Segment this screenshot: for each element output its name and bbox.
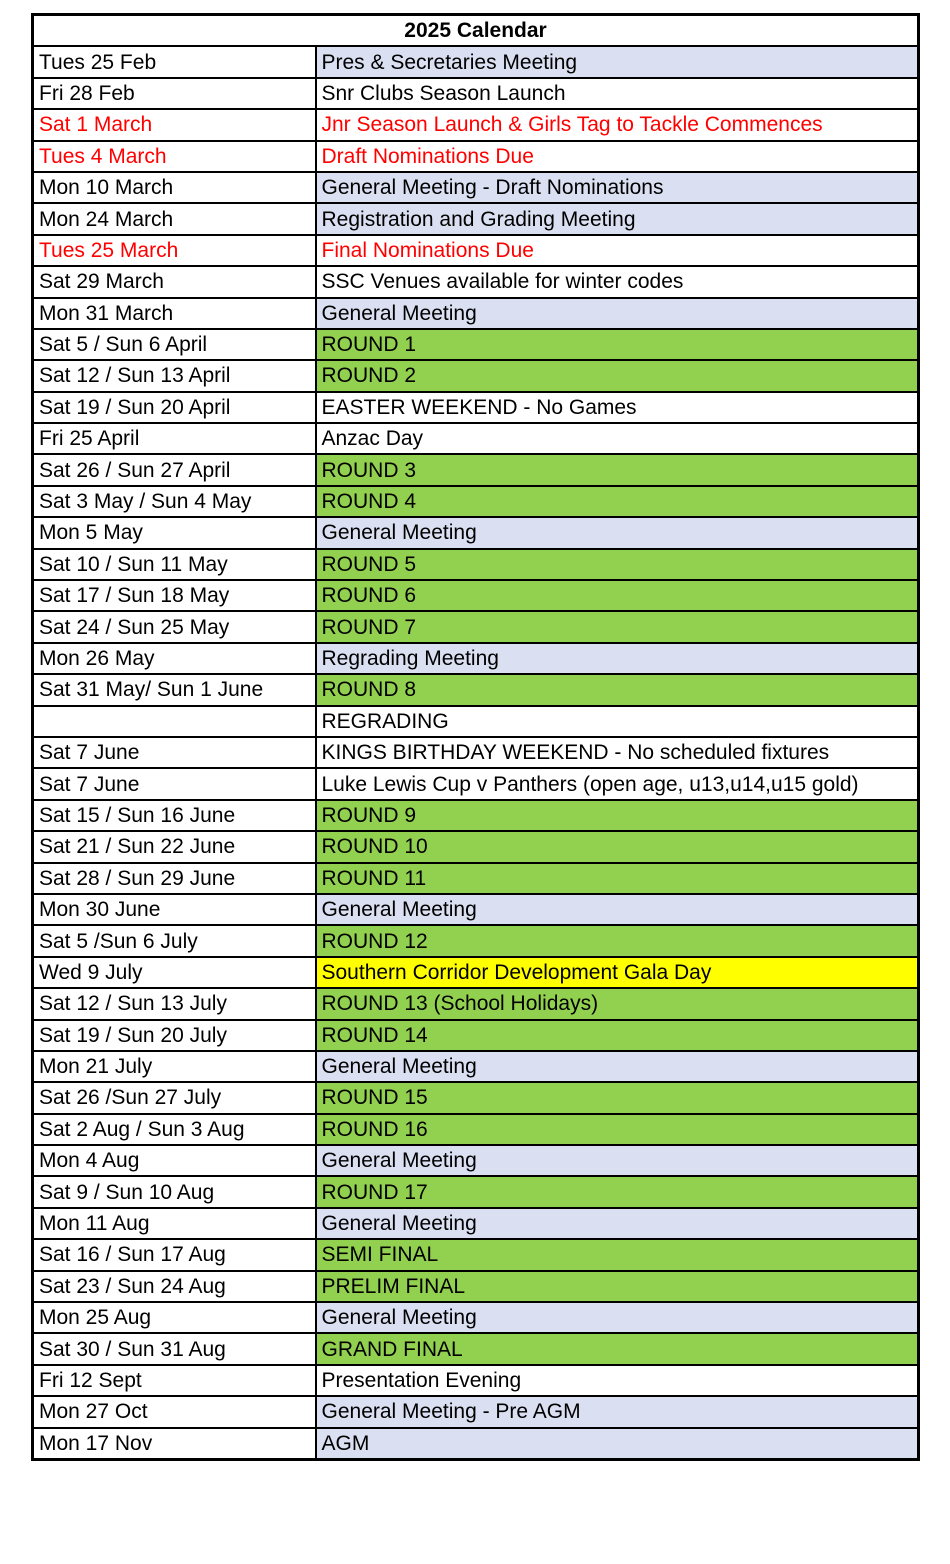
event-cell: Snr Clubs Season Launch xyxy=(316,78,919,109)
calendar-title: 2025 Calendar xyxy=(33,15,919,47)
date-cell xyxy=(33,706,316,737)
date-cell: Sat 7 June xyxy=(33,737,316,768)
date-cell: Sat 31 May/ Sun 1 June xyxy=(33,674,316,705)
event-cell: SEMI FINAL xyxy=(316,1239,919,1270)
event-cell: ROUND 7 xyxy=(316,611,919,642)
calendar-row xyxy=(33,549,919,580)
calendar-row xyxy=(33,203,919,234)
event-cell: General Meeting xyxy=(316,1051,919,1082)
event-cell: Jnr Season Launch & Girls Tag to Tackle Commences xyxy=(316,109,919,140)
date-cell: Sat 1 March xyxy=(33,109,316,140)
date-cell: Fri 12 Sept xyxy=(33,1365,316,1396)
calendar-row xyxy=(33,957,919,988)
date-cell: Mon 25 Aug xyxy=(33,1302,316,1333)
calendar-row xyxy=(33,1020,919,1051)
calendar-row xyxy=(33,1365,919,1396)
event-cell: ROUND 6 xyxy=(316,580,919,611)
calendar-row xyxy=(33,643,919,674)
event-cell: ROUND 11 xyxy=(316,863,919,894)
calendar-row xyxy=(33,1145,919,1176)
event-cell: EASTER WEEKEND - No Games xyxy=(316,392,919,423)
event-cell: General Meeting xyxy=(316,1208,919,1239)
date-cell: Sat 26 / Sun 27 April xyxy=(33,454,316,485)
event-cell: Luke Lewis Cup v Panthers (open age, u13,u14,u15 gold) xyxy=(316,768,919,799)
date-cell: Sat 16 / Sun 17 Aug xyxy=(33,1239,316,1270)
date-cell: Sat 24 / Sun 25 May xyxy=(33,611,316,642)
date-cell: Sat 19 / Sun 20 April xyxy=(33,392,316,423)
event-cell: ROUND 10 xyxy=(316,831,919,862)
calendar-row xyxy=(33,1051,919,1082)
event-cell: ROUND 16 xyxy=(316,1114,919,1145)
calendar-row xyxy=(33,235,919,266)
date-cell: Sat 5 /Sun 6 July xyxy=(33,925,316,956)
calendar-row xyxy=(33,109,919,140)
calendar-row xyxy=(33,1114,919,1145)
event-cell: General Meeting - Pre AGM xyxy=(316,1396,919,1427)
event-cell: PRELIM FINAL xyxy=(316,1271,919,1302)
date-cell: Sat 19 / Sun 20 July xyxy=(33,1020,316,1051)
date-cell: Sat 26 /Sun 27 July xyxy=(33,1082,316,1113)
event-cell: Draft Nominations Due xyxy=(316,141,919,172)
event-cell: ROUND 17 xyxy=(316,1176,919,1207)
event-cell: ROUND 3 xyxy=(316,454,919,485)
calendar-body xyxy=(33,46,919,1459)
date-cell: Mon 27 Oct xyxy=(33,1396,316,1427)
event-cell: General Meeting xyxy=(316,894,919,925)
calendar-row xyxy=(33,831,919,862)
date-cell: Sat 9 / Sun 10 Aug xyxy=(33,1176,316,1207)
date-cell: Fri 28 Feb xyxy=(33,78,316,109)
calendar-row xyxy=(33,863,919,894)
calendar-row xyxy=(33,141,919,172)
date-cell: Sat 28 / Sun 29 June xyxy=(33,863,316,894)
calendar-row xyxy=(33,329,919,360)
event-cell: Pres & Secretaries Meeting xyxy=(316,46,919,77)
date-cell: Tues 4 March xyxy=(33,141,316,172)
date-cell: Mon 17 Nov xyxy=(33,1428,316,1460)
date-cell: Sat 2 Aug / Sun 3 Aug xyxy=(33,1114,316,1145)
calendar-row xyxy=(33,611,919,642)
date-cell: Wed 9 July xyxy=(33,957,316,988)
date-cell: Sat 7 June xyxy=(33,768,316,799)
calendar-row xyxy=(33,1082,919,1113)
event-cell: ROUND 5 xyxy=(316,549,919,580)
event-cell: General Meeting xyxy=(316,517,919,548)
calendar-row xyxy=(33,392,919,423)
date-cell: Mon 10 March xyxy=(33,172,316,203)
date-cell: Sat 5 / Sun 6 April xyxy=(33,329,316,360)
date-cell: Sat 21 / Sun 22 June xyxy=(33,831,316,862)
event-cell: ROUND 8 xyxy=(316,674,919,705)
event-cell: SSC Venues available for winter codes xyxy=(316,266,919,297)
event-cell: Final Nominations Due xyxy=(316,235,919,266)
event-cell: ROUND 14 xyxy=(316,1020,919,1051)
date-cell: Sat 17 / Sun 18 May xyxy=(33,580,316,611)
calendar-row xyxy=(33,1428,919,1460)
date-cell: Sat 10 / Sun 11 May xyxy=(33,549,316,580)
calendar-row xyxy=(33,706,919,737)
calendar-row xyxy=(33,1302,919,1333)
date-cell: Sat 23 / Sun 24 Aug xyxy=(33,1271,316,1302)
event-cell: Anzac Day xyxy=(316,423,919,454)
date-cell: Sat 30 / Sun 31 Aug xyxy=(33,1333,316,1364)
event-cell: ROUND 15 xyxy=(316,1082,919,1113)
calendar-row xyxy=(33,580,919,611)
calendar-row xyxy=(33,423,919,454)
date-cell: Sat 29 March xyxy=(33,266,316,297)
event-cell: ROUND 2 xyxy=(316,360,919,391)
event-cell: GRAND FINAL xyxy=(316,1333,919,1364)
event-cell: KINGS BIRTHDAY WEEKEND - No scheduled fixtures xyxy=(316,737,919,768)
date-cell: Sat 15 / Sun 16 June xyxy=(33,800,316,831)
calendar-row xyxy=(33,1396,919,1427)
event-cell: General Meeting - Draft Nominations xyxy=(316,172,919,203)
event-cell: ROUND 9 xyxy=(316,800,919,831)
event-cell: ROUND 13 (School Holidays) xyxy=(316,988,919,1019)
event-cell: General Meeting xyxy=(316,298,919,329)
date-cell: Fri 25 April xyxy=(33,423,316,454)
calendar-row xyxy=(33,360,919,391)
event-cell: General Meeting xyxy=(316,1302,919,1333)
date-cell: Tues 25 March xyxy=(33,235,316,266)
calendar-row xyxy=(33,1239,919,1270)
calendar-row xyxy=(33,454,919,485)
calendar-title-row xyxy=(33,15,919,47)
calendar-row xyxy=(33,266,919,297)
calendar-row xyxy=(33,78,919,109)
calendar-row xyxy=(33,894,919,925)
event-cell: Regrading Meeting xyxy=(316,643,919,674)
date-cell: Mon 26 May xyxy=(33,643,316,674)
event-cell: ROUND 4 xyxy=(316,486,919,517)
calendar-row xyxy=(33,517,919,548)
event-cell: Southern Corridor Development Gala Day xyxy=(316,957,919,988)
date-cell: Mon 4 Aug xyxy=(33,1145,316,1176)
calendar-row xyxy=(33,1333,919,1364)
event-cell: General Meeting xyxy=(316,1145,919,1176)
calendar-row xyxy=(33,1271,919,1302)
calendar-row xyxy=(33,1208,919,1239)
date-cell: Mon 31 March xyxy=(33,298,316,329)
date-cell: Mon 11 Aug xyxy=(33,1208,316,1239)
date-cell: Sat 12 / Sun 13 July xyxy=(33,988,316,1019)
event-cell: ROUND 1 xyxy=(316,329,919,360)
calendar-row xyxy=(33,486,919,517)
date-cell: Tues 25 Feb xyxy=(33,46,316,77)
calendar-row xyxy=(33,1176,919,1207)
event-cell: AGM xyxy=(316,1428,919,1460)
event-cell: Registration and Grading Meeting xyxy=(316,203,919,234)
calendar-row xyxy=(33,674,919,705)
date-cell: Sat 3 May / Sun 4 May xyxy=(33,486,316,517)
calendar-row xyxy=(33,800,919,831)
calendar-table xyxy=(31,13,920,1461)
date-cell: Mon 21 July xyxy=(33,1051,316,1082)
calendar-row xyxy=(33,925,919,956)
calendar-row xyxy=(33,737,919,768)
date-cell: Mon 30 June xyxy=(33,894,316,925)
date-cell: Sat 12 / Sun 13 April xyxy=(33,360,316,391)
calendar-row xyxy=(33,768,919,799)
event-cell: REGRADING xyxy=(316,706,919,737)
calendar-row xyxy=(33,988,919,1019)
calendar-row xyxy=(33,298,919,329)
calendar-row xyxy=(33,172,919,203)
date-cell: Mon 5 May xyxy=(33,517,316,548)
event-cell: ROUND 12 xyxy=(316,925,919,956)
event-cell: Presentation Evening xyxy=(316,1365,919,1396)
date-cell: Mon 24 March xyxy=(33,203,316,234)
calendar-row xyxy=(33,46,919,77)
